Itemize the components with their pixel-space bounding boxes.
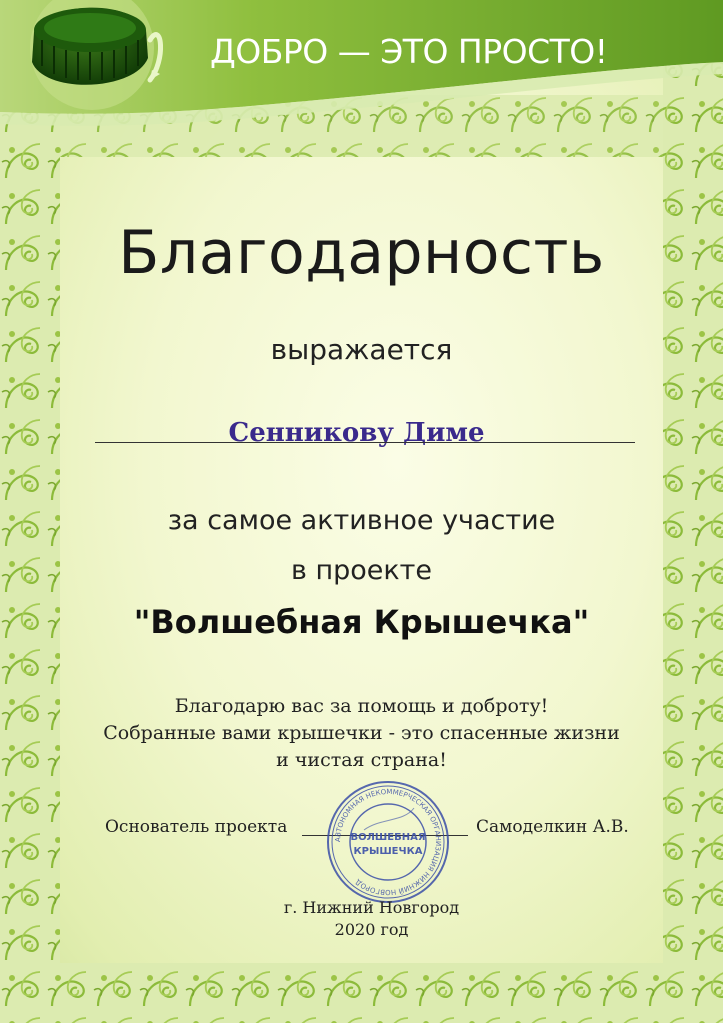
certificate-title: Благодарность: [118, 218, 605, 288]
expressed-text: выражается: [270, 333, 453, 366]
message-line-1: Благодарю вас за помощь и доброту!: [174, 695, 549, 717]
year: 2020 год: [334, 920, 409, 939]
founder-label: Основатель проекта: [105, 817, 288, 837]
message-line-2: Собранные вами крышечки - это спасенные жизни: [103, 722, 620, 744]
recipient-underline: [95, 442, 635, 443]
city: г. Нижний Новгород: [283, 898, 460, 917]
founder-name: Самоделкин А.В.: [476, 817, 629, 837]
header-slogan: ДОБРО — ЭТО ПРОСТО!: [210, 32, 608, 71]
stamp-center-line-2: КРЫШЕЧКА: [353, 846, 423, 857]
reason-line-2: в проекте: [290, 555, 433, 586]
recipient-name: Сенникову Диме: [228, 418, 485, 448]
project-name: "Волшебная Крышечка": [133, 603, 590, 641]
organization-stamp: [324, 778, 452, 906]
stamp-center-line-1: ВОЛШЕБНАЯ: [350, 832, 426, 843]
message-line-3: и чистая страна!: [276, 749, 447, 771]
stamp-ring-text: АВТОНОМНАЯ НЕКОММЕРЧЕСКАЯ ОРГАНИЗАЦИЯ НИЖНИЙ НОВГОРОД: [333, 787, 443, 897]
reason-line-1: за самое активное участие: [167, 505, 556, 536]
